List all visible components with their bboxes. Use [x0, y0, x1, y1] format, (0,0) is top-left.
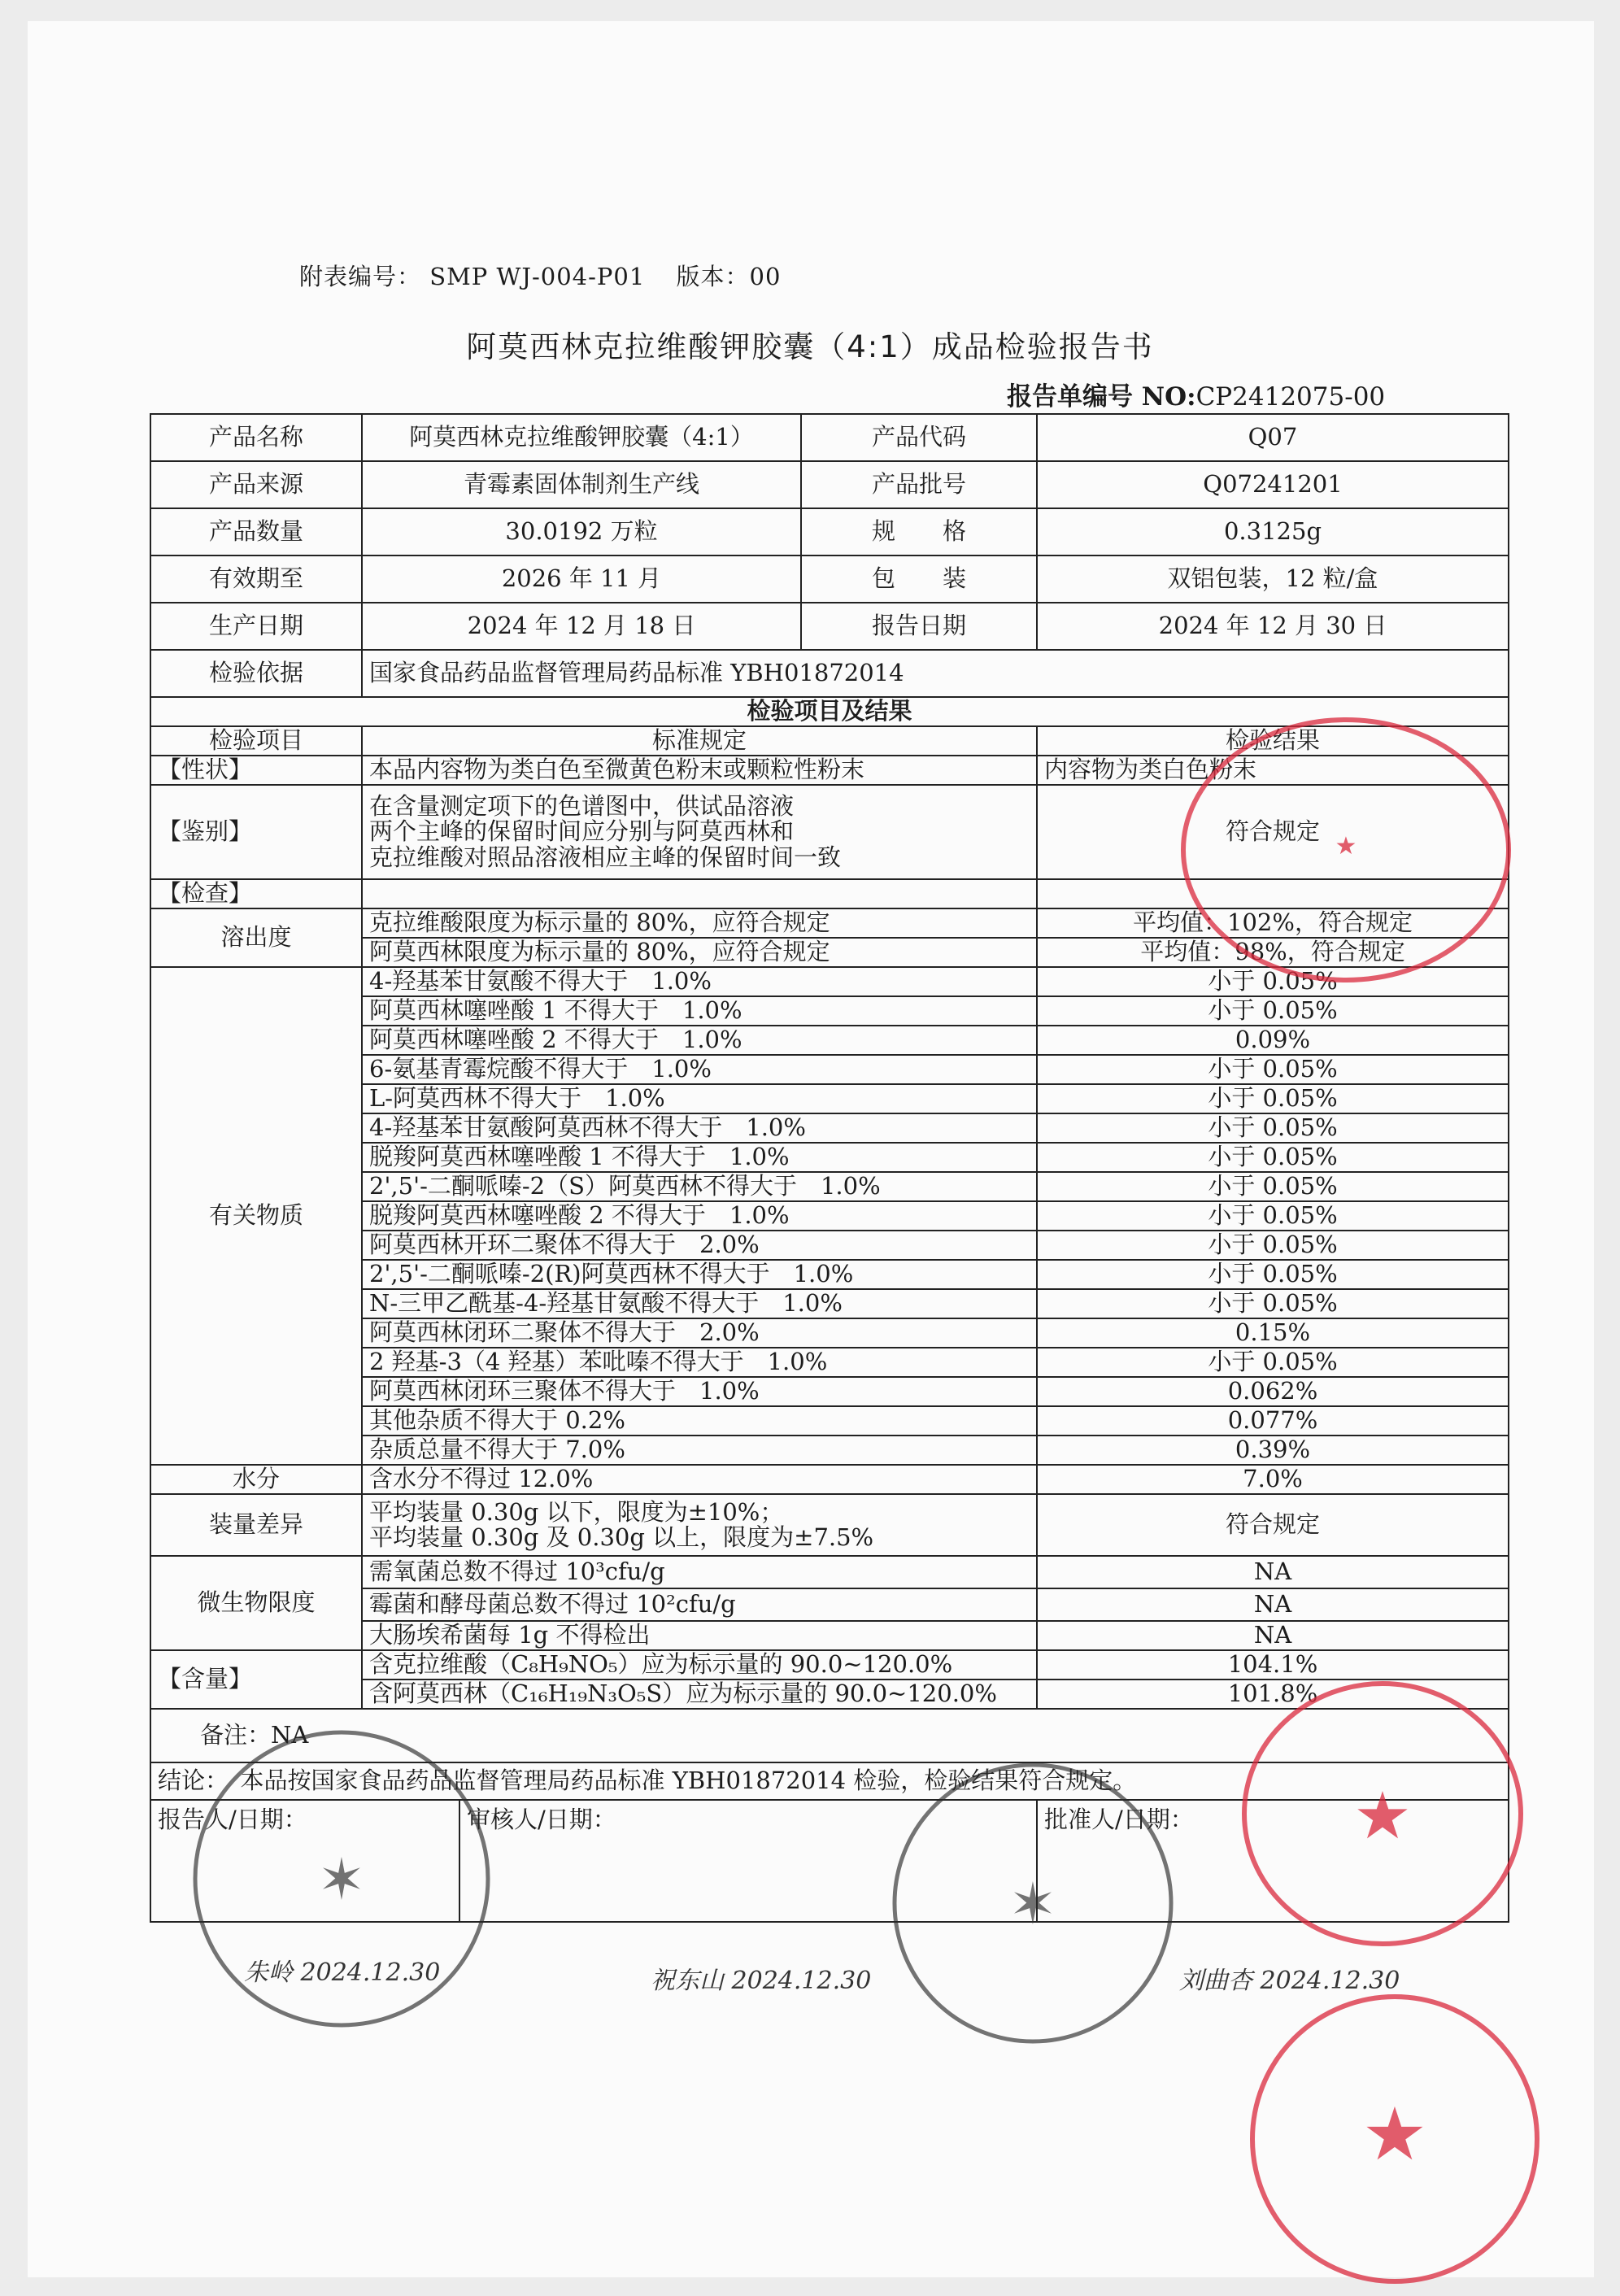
report-number: 报告单编号 NO:CP2412075-00 [1007, 382, 1386, 412]
test-basis: 国家食品药品监督管理局药品标准 YBH01872014 [362, 650, 1509, 697]
remark: 备注：NA [150, 1709, 1509, 1762]
label-product-code: 产品代码 [801, 414, 1037, 461]
result-row: 平均值：98%，符合规定 [1037, 938, 1509, 967]
label-report-date: 报告日期 [801, 603, 1037, 650]
result-row: 0.39% [1037, 1436, 1509, 1465]
svg-text:✶: ✶ [317, 1846, 366, 1913]
item-water: 水分 [150, 1465, 362, 1494]
label-packaging: 包 装 [801, 555, 1037, 603]
version: 版本：00 [676, 263, 782, 290]
std-row: 2',5'-二酮哌嗪-2(R)阿莫西林不得大于 1.0% [362, 1260, 1037, 1289]
label-basis: 检验依据 [150, 650, 362, 697]
result-row: 小于 0.05% [1037, 1289, 1509, 1318]
result-row: 小于 0.05% [1037, 1260, 1509, 1289]
result-row: 小于 0.05% [1037, 1055, 1509, 1084]
item-appearance: 【性状】 [150, 756, 362, 785]
reviewer-cell: 审核人/日期： [459, 1800, 1037, 1922]
std-water: 含水分不得过 12.0% [362, 1465, 1037, 1494]
std-row: L-阿莫西林不得大于 1.0% [362, 1084, 1037, 1113]
section-title: 检验项目及结果 [150, 697, 1509, 726]
form-number: 附表编号： SMP WJ-004-P01 [299, 263, 646, 290]
label-batch: 产品批号 [801, 461, 1037, 508]
result-row: NA [1037, 1621, 1509, 1650]
std-row: 脱羧阿莫西林噻唑酸 2 不得大于 1.0% [362, 1201, 1037, 1231]
report-title: 阿莫西林克拉维酸钾胶囊（4:1）成品检验报告书 [466, 329, 1154, 364]
label-spec: 规 格 [801, 508, 1037, 555]
result-appearance: 内容物为类白色粉末 [1037, 756, 1509, 785]
product-source: 青霉素固体制剂生产线 [362, 461, 801, 508]
std-row: 阿莫西林噻唑酸 1 不得大于 1.0% [362, 996, 1037, 1026]
item-fill-variation: 装量差异 [150, 1494, 362, 1556]
mfg-date: 2024 年 12 月 18 日 [362, 603, 801, 650]
result-row: 小于 0.05% [1037, 1231, 1509, 1260]
item-identification: 【鉴别】 [150, 785, 362, 879]
std-row: 其他杂质不得大于 0.2% [362, 1406, 1037, 1436]
result-row: 小于 0.05% [1037, 1348, 1509, 1377]
result-row: 0.062% [1037, 1377, 1509, 1406]
report-date: 2024 年 12 月 30 日 [1037, 603, 1509, 650]
std-row: 2 羟基-3（4 羟基）苯吡嗪不得大于 1.0% [362, 1348, 1037, 1377]
result-row: 小于 0.05% [1037, 1143, 1509, 1172]
item-dissolution: 溶出度 [150, 908, 362, 967]
std-row: 4-羟基苯甘氨酸不得大于 1.0% [362, 967, 1037, 996]
std-row: 含克拉维酸（C₈H₉NO₅）应为标示量的 90.0~120.0% [362, 1650, 1037, 1680]
result-fill-variation: 符合规定 [1037, 1494, 1509, 1556]
form-meta [299, 259, 803, 292]
label-quantity: 产品数量 [150, 508, 362, 555]
reporter-signature: 朱岭 2024.12.30 [244, 1958, 441, 1987]
item-check: 【检查】 [150, 879, 362, 908]
result-row: NA [1037, 1588, 1509, 1621]
std-row: 阿莫西林闭环二聚体不得大于 2.0% [362, 1318, 1037, 1348]
spec: 0.3125g [1037, 508, 1509, 555]
approver-cell: 批准人/日期： [1037, 1800, 1509, 1922]
batch-number: Q07241201 [1037, 461, 1509, 508]
svg-text:✶: ✶ [1008, 1871, 1057, 1937]
std-row: N-三甲乙酰基-4-羟基甘氨酸不得大于 1.0% [362, 1289, 1037, 1318]
std-row: 4-羟基苯甘氨酸阿莫西林不得大于 1.0% [362, 1113, 1037, 1143]
result-row: 小于 0.05% [1037, 1113, 1509, 1143]
result-row: 0.09% [1037, 1026, 1509, 1055]
std-row: 阿莫西林开环二聚体不得大于 2.0% [362, 1231, 1037, 1260]
quantity: 30.0192 万粒 [362, 508, 801, 555]
conclusion: 结论： 本品按国家食品药品监督管理局药品标准 YBH01872014 检验，检验结果符合规定。 [150, 1762, 1509, 1800]
related-substances [150, 967, 1509, 1465]
svg-text:★: ★ [1361, 2092, 1428, 2177]
std-row: 含阿莫西林（C₁₆H₁₉N₃O₅S）应为标示量的 90.0~120.0% [362, 1680, 1037, 1709]
product-code: Q07 [1037, 414, 1509, 461]
std-row: 2',5'-二酮哌嗪-2（S）阿莫西林不得大于 1.0% [362, 1172, 1037, 1201]
item-related-substances: 有关物质 [150, 967, 362, 1465]
label-expiry: 有效期至 [150, 555, 362, 603]
std-row: 大肠埃希菌每 1g 不得检出 [362, 1621, 1037, 1650]
product-name: 阿莫西林克拉维酸钾胶囊（4:1） [362, 414, 801, 461]
reviewer-signature: 祝东山 2024.12.30 [651, 1967, 872, 1995]
result-row: NA [1037, 1556, 1509, 1588]
item-assay: 【含量】 [150, 1650, 362, 1709]
result-row: 小于 0.05% [1037, 1201, 1509, 1231]
result-row: 小于 0.05% [1037, 967, 1509, 996]
expiry: 2026 年 11 月 [362, 555, 801, 603]
result-row: 小于 0.05% [1037, 1172, 1509, 1201]
result-row: 平均值：102%，符合规定 [1037, 908, 1509, 938]
item-microbial: 微生物限度 [150, 1556, 362, 1650]
result-row: 小于 0.05% [1037, 996, 1509, 1026]
packaging: 双铝包装，12 粒/盒 [1037, 555, 1509, 603]
std-row: 阿莫西林闭环三聚体不得大于 1.0% [362, 1377, 1037, 1406]
approver-signature: 刘曲杏 2024.12.30 [1179, 1967, 1400, 1995]
result-row: 101.8% [1037, 1680, 1509, 1709]
svg-text:★: ★ [1353, 1778, 1412, 1854]
label-product-name: 产品名称 [150, 414, 362, 461]
std-row: 阿莫西林限度为标示量的 80%，应符合规定 [362, 938, 1037, 967]
col-item: 检验项目 [150, 726, 362, 756]
label-source: 产品来源 [150, 461, 362, 508]
result-water: 7.0% [1037, 1465, 1509, 1494]
std-row: 杂质总量不得大于 7.0% [362, 1436, 1037, 1465]
result-row: 小于 0.05% [1037, 1084, 1509, 1113]
result-row: 104.1% [1037, 1650, 1509, 1680]
std-row: 霉菌和酵母菌总数不得过 10²cfu/g [362, 1588, 1037, 1621]
result-identification: 符合规定 [1037, 785, 1509, 879]
col-result: 检验结果 [1037, 726, 1509, 756]
result-row: 0.077% [1037, 1406, 1509, 1436]
col-standard: 标准规定 [362, 726, 1037, 756]
std-row: 脱羧阿莫西林噻唑酸 1 不得大于 1.0% [362, 1143, 1037, 1172]
std-identification: 在含量测定项下的色谱图中，供试品溶液 两个主峰的保留时间应分别与阿莫西林和 克拉维酸对照品溶液相应主峰的保留时间一致 [362, 785, 1037, 879]
svg-text:★: ★ [1335, 832, 1357, 860]
std-row: 需氧菌总数不得过 10³cfu/g [362, 1556, 1037, 1588]
std-row: 6-氨基青霉烷酸不得大于 1.0% [362, 1055, 1037, 1084]
reporter-cell: 报告人/日期： [150, 1800, 459, 1922]
std-appearance: 本品内容物为类白色至微黄色粉末或颗粒性粉末 [362, 756, 1037, 785]
std-row: 克拉维酸限度为标示量的 80%，应符合规定 [362, 908, 1037, 938]
std-fill-variation: 平均装量 0.30g 以下，限度为±10%； 平均装量 0.30g 及 0.30g 以上，限度为±7.5% [362, 1494, 1037, 1556]
result-row: 0.15% [1037, 1318, 1509, 1348]
report-table [150, 413, 1509, 1923]
std-row: 阿莫西林噻唑酸 2 不得大于 1.0% [362, 1026, 1037, 1055]
label-mfg-date: 生产日期 [150, 603, 362, 650]
